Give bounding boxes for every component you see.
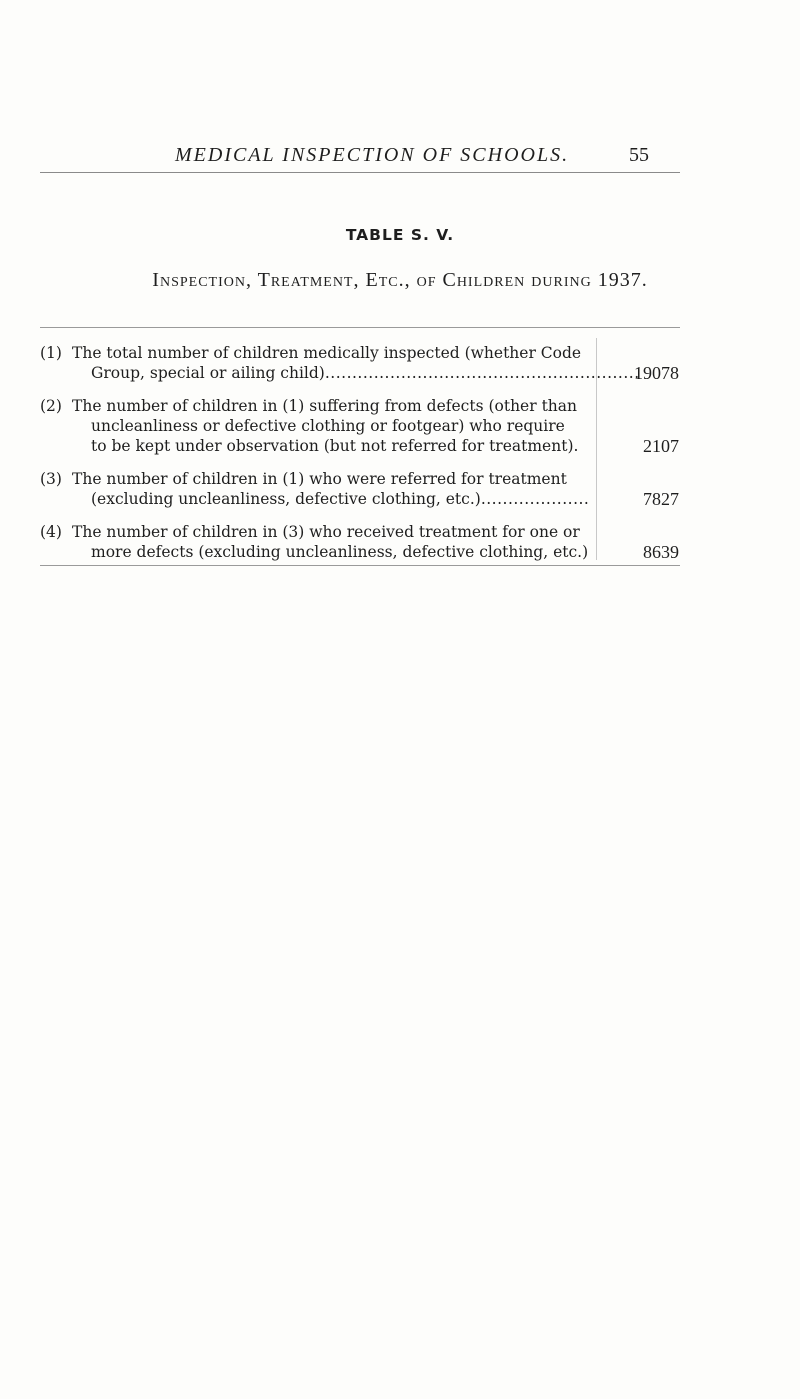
row-number: (1)	[40, 344, 62, 362]
row-number: (3)	[40, 470, 62, 488]
row-line: (excluding uncleanliness, defective clothing, etc.)....................	[91, 490, 590, 508]
page-number: 55	[629, 144, 649, 166]
table-row-1	[40, 343, 680, 383]
row-value: 2107	[643, 436, 679, 456]
dot-leader: ..........................................................	[324, 364, 640, 382]
running-head	[0, 144, 800, 174]
dot-leader: ....................	[480, 490, 590, 508]
table-title: TABLE S. V.	[345, 226, 455, 244]
running-title: MEDICAL INSPECTION OF SCHOOLS.	[175, 144, 570, 166]
row-line: The number of children in (1) suffering from defects (other than	[72, 397, 578, 415]
table-row-2	[40, 396, 680, 456]
row-description	[72, 469, 592, 509]
row-description	[72, 522, 592, 562]
row-line: uncleanliness or defective clothing or footgear) who require	[91, 417, 565, 435]
row-line: The number of children in (3) who received treatment for one or	[72, 523, 580, 541]
table-row-4	[40, 522, 680, 562]
row-line: The total number of children medically inspected (whether Code	[72, 344, 582, 362]
row-value: 7827	[643, 489, 679, 509]
header-rule	[40, 172, 680, 173]
row-number: (2)	[40, 397, 62, 415]
table-row-3	[40, 469, 680, 509]
row-description	[72, 343, 640, 383]
row-line: more defects (excluding uncleanliness, defective clothing, etc.)	[91, 543, 589, 561]
row-line: The number of children in (1) who were referred for treatment	[72, 470, 567, 488]
row-value: 19078	[634, 363, 679, 383]
table-subtitle: Inspection, Treatment, Etc., of Children during 1937.	[152, 269, 648, 291]
table-top-rule	[40, 327, 680, 328]
row-value: 8639	[643, 542, 679, 562]
table-bottom-rule	[40, 565, 680, 566]
row-line: to be kept under observation (but not referred for treatment).	[91, 437, 579, 455]
row-line: Group, special or ailing child)..........................................................	[91, 364, 640, 382]
row-number: (4)	[40, 523, 62, 541]
row-description	[72, 396, 592, 456]
